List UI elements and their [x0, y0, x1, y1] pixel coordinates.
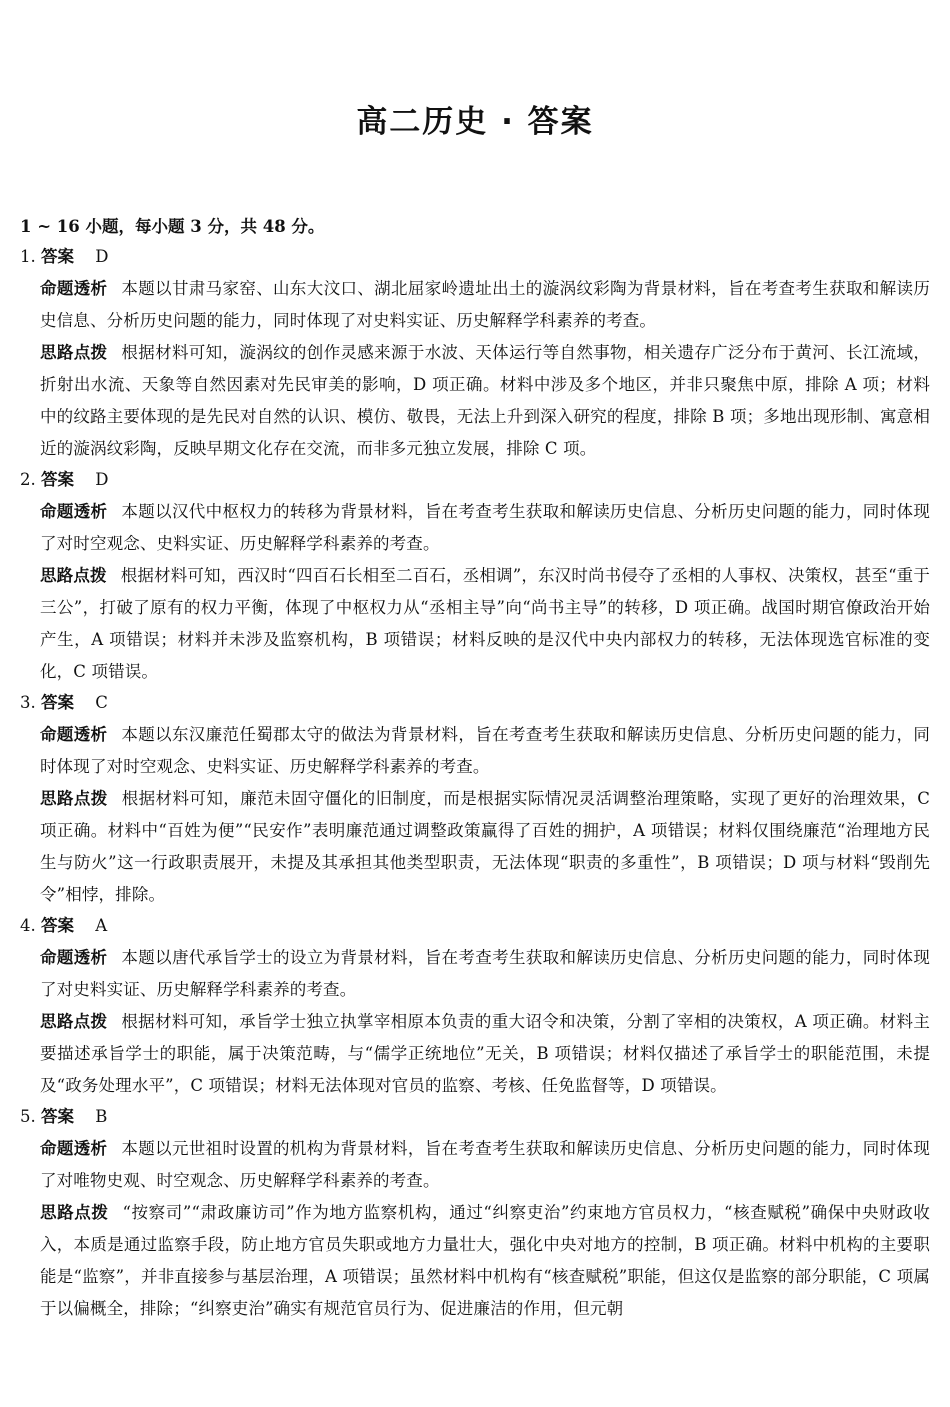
approach-label: 思路点拨	[40, 1012, 108, 1031]
approach-paragraph	[40, 783, 930, 911]
answer-label: 答案	[41, 916, 74, 935]
answer-value: B	[95, 1107, 108, 1126]
analysis-label: 命题透析	[40, 1139, 108, 1158]
analysis-label: 命题透析	[40, 948, 108, 967]
approach-text: “按察司”“肃政廉访司”作为地方监察机构，通过“纠察吏治”约束地方官员权力，“核查赋税”确保中央财政收入，本质是通过监察手段，防止地方官员失职或地方力量壮大，强化中央对地方的控制，B 项正确。材料中机构的主要职能是“监察”，并非直接参与基层治理，A 项错误；虽然材料中机构有“核查赋税”职能，但这仅是监察的部分职能，C 项属于以偏概全，排除；“纠察吏治”确实有规范官员行为、促进廉洁的作用，但元朝	[40, 1203, 930, 1318]
section-intro: 1 ~ 16 小题，每小题 3 分，共 48 分。	[20, 217, 325, 236]
analysis-paragraph	[40, 496, 930, 560]
answer-content	[20, 212, 930, 1325]
approach-label: 思路点拨	[40, 1203, 109, 1222]
approach-text: 根据材料可知，西汉时“四百石长相至二百石，丞相调”，东汉时尚书侵夺了丞相的人事权、决策权，甚至“重于三公”，打破了原有的权力平衡，体现了中枢权力从“丞相主导”向“尚书主导”的转移，D 项正确。战国时期官僚政治开始产生，A 项错误；材料并未涉及监察机构，B 项错误；材料反映的是汉代中央内部权力的转移，无法体现选官标准的变化，C 项错误。	[40, 566, 930, 681]
question-number: 5.	[20, 1107, 36, 1126]
approach-label: 思路点拨	[40, 343, 108, 362]
analysis-label: 命题透析	[40, 502, 108, 521]
approach-label: 思路点拨	[40, 566, 107, 585]
approach-paragraph	[40, 337, 930, 465]
approach-paragraph	[40, 1197, 930, 1325]
approach-label: 思路点拨	[40, 789, 108, 808]
analysis-paragraph	[40, 719, 930, 783]
question-number: 1.	[20, 247, 36, 266]
analysis-text: 本题以唐代承旨学士的设立为背景材料，旨在考查考生获取和解读历史信息、分析历史问题的能力，同时体现了对史料实证、历史解释学科素养的考查。	[40, 948, 930, 999]
analysis-text: 本题以甘肃马家窑、山东大汶口、湖北屈家岭遗址出土的漩涡纹彩陶为背景材料，旨在考查考生获取和解读历史信息、分析历史问题的能力，同时体现了对史料实证、历史解释学科素养的考查。	[40, 279, 930, 330]
answer-label: 答案	[41, 693, 74, 712]
question-header	[20, 911, 930, 942]
approach-text: 根据材料可知，漩涡纹的创作灵感来源于水波、天体运行等自然事物，相关遗存广泛分布于黄河、长江流域，折射出水流、天象等自然因素对先民审美的影响，D 项正确。材料中涉及多个地区，并非只聚焦中原，排除 A 项；材料中的纹路主要体现的是先民对自然的认识、模仿、敬畏，无法上升到深入研究的程度，排除 B 项；多地出现形制、寓意相近的漩涡纹彩陶，反映早期文化存在交流，而非多元独立发展，排除 C 项。	[40, 343, 930, 458]
analysis-label: 命题透析	[40, 725, 108, 744]
approach-text: 根据材料可知，廉范未固守僵化的旧制度，而是根据实际情况灵活调整治理策略，实现了更好的治理效果，C 项正确。材料中“百姓为便”“民安作”表明廉范通过调整政策赢得了百姓的拥护，A 项错误；材料仅围绕廉范“治理地方民生与防火”这一行政职责展开，未提及其承担其他类型职责，无法体现“职责的多重性”，B 项错误；D 项与材料“毁削先令”相悖，排除。	[40, 789, 930, 904]
question-header	[20, 465, 930, 496]
answer-label: 答案	[41, 247, 74, 266]
question-number: 4.	[20, 916, 36, 935]
answer-value: D	[95, 470, 109, 489]
analysis-text: 本题以汉代中枢权力的转移为背景材料，旨在考查考生获取和解读历史信息、分析历史问题的能力，同时体现了对时空观念、史料实证、历史解释学科素养的考查。	[40, 502, 930, 553]
answer-value: D	[95, 247, 109, 266]
page-title: 高二历史 · 答案	[356, 104, 594, 140]
approach-paragraph	[40, 1006, 930, 1102]
question-number: 2.	[20, 470, 36, 489]
answer-label: 答案	[41, 470, 74, 489]
analysis-text: 本题以元世祖时设置的机构为背景材料，旨在考查考生获取和解读历史信息、分析历史问题的能力，同时体现了对唯物史观、时空观念、历史解释学科素养的考查。	[40, 1139, 930, 1190]
answer-value: A	[95, 916, 108, 935]
question-header	[20, 1102, 930, 1133]
analysis-paragraph	[40, 1133, 930, 1197]
answer-value: C	[95, 693, 108, 712]
question-header	[20, 242, 930, 273]
answer-label: 答案	[41, 1107, 74, 1126]
approach-text: 根据材料可知，承旨学士独立执掌宰相原本负责的重大诏令和决策，分割了宰相的决策权，A 项正确。材料主要描述承旨学士的职能，属于决策范畴，与“儒学正统地位”无关，B 项错误；材料仅描述了承旨学士的职能范围，未提及“政务处理水平”，C 项错误；材料无法体现对官员的监察、考核、任免监督等，D 项错误。	[40, 1012, 930, 1095]
analysis-label: 命题透析	[40, 279, 108, 298]
analysis-text: 本题以东汉廉范任蜀郡太守的做法为背景材料，旨在考查考生获取和解读历史信息、分析历史问题的能力，同时体现了对时空观念、史料实证、历史解释学科素养的考查。	[40, 725, 930, 776]
analysis-paragraph	[40, 273, 930, 337]
approach-paragraph	[40, 560, 930, 688]
question-header	[20, 688, 930, 719]
question-number: 3.	[20, 693, 36, 712]
analysis-paragraph	[40, 942, 930, 1006]
